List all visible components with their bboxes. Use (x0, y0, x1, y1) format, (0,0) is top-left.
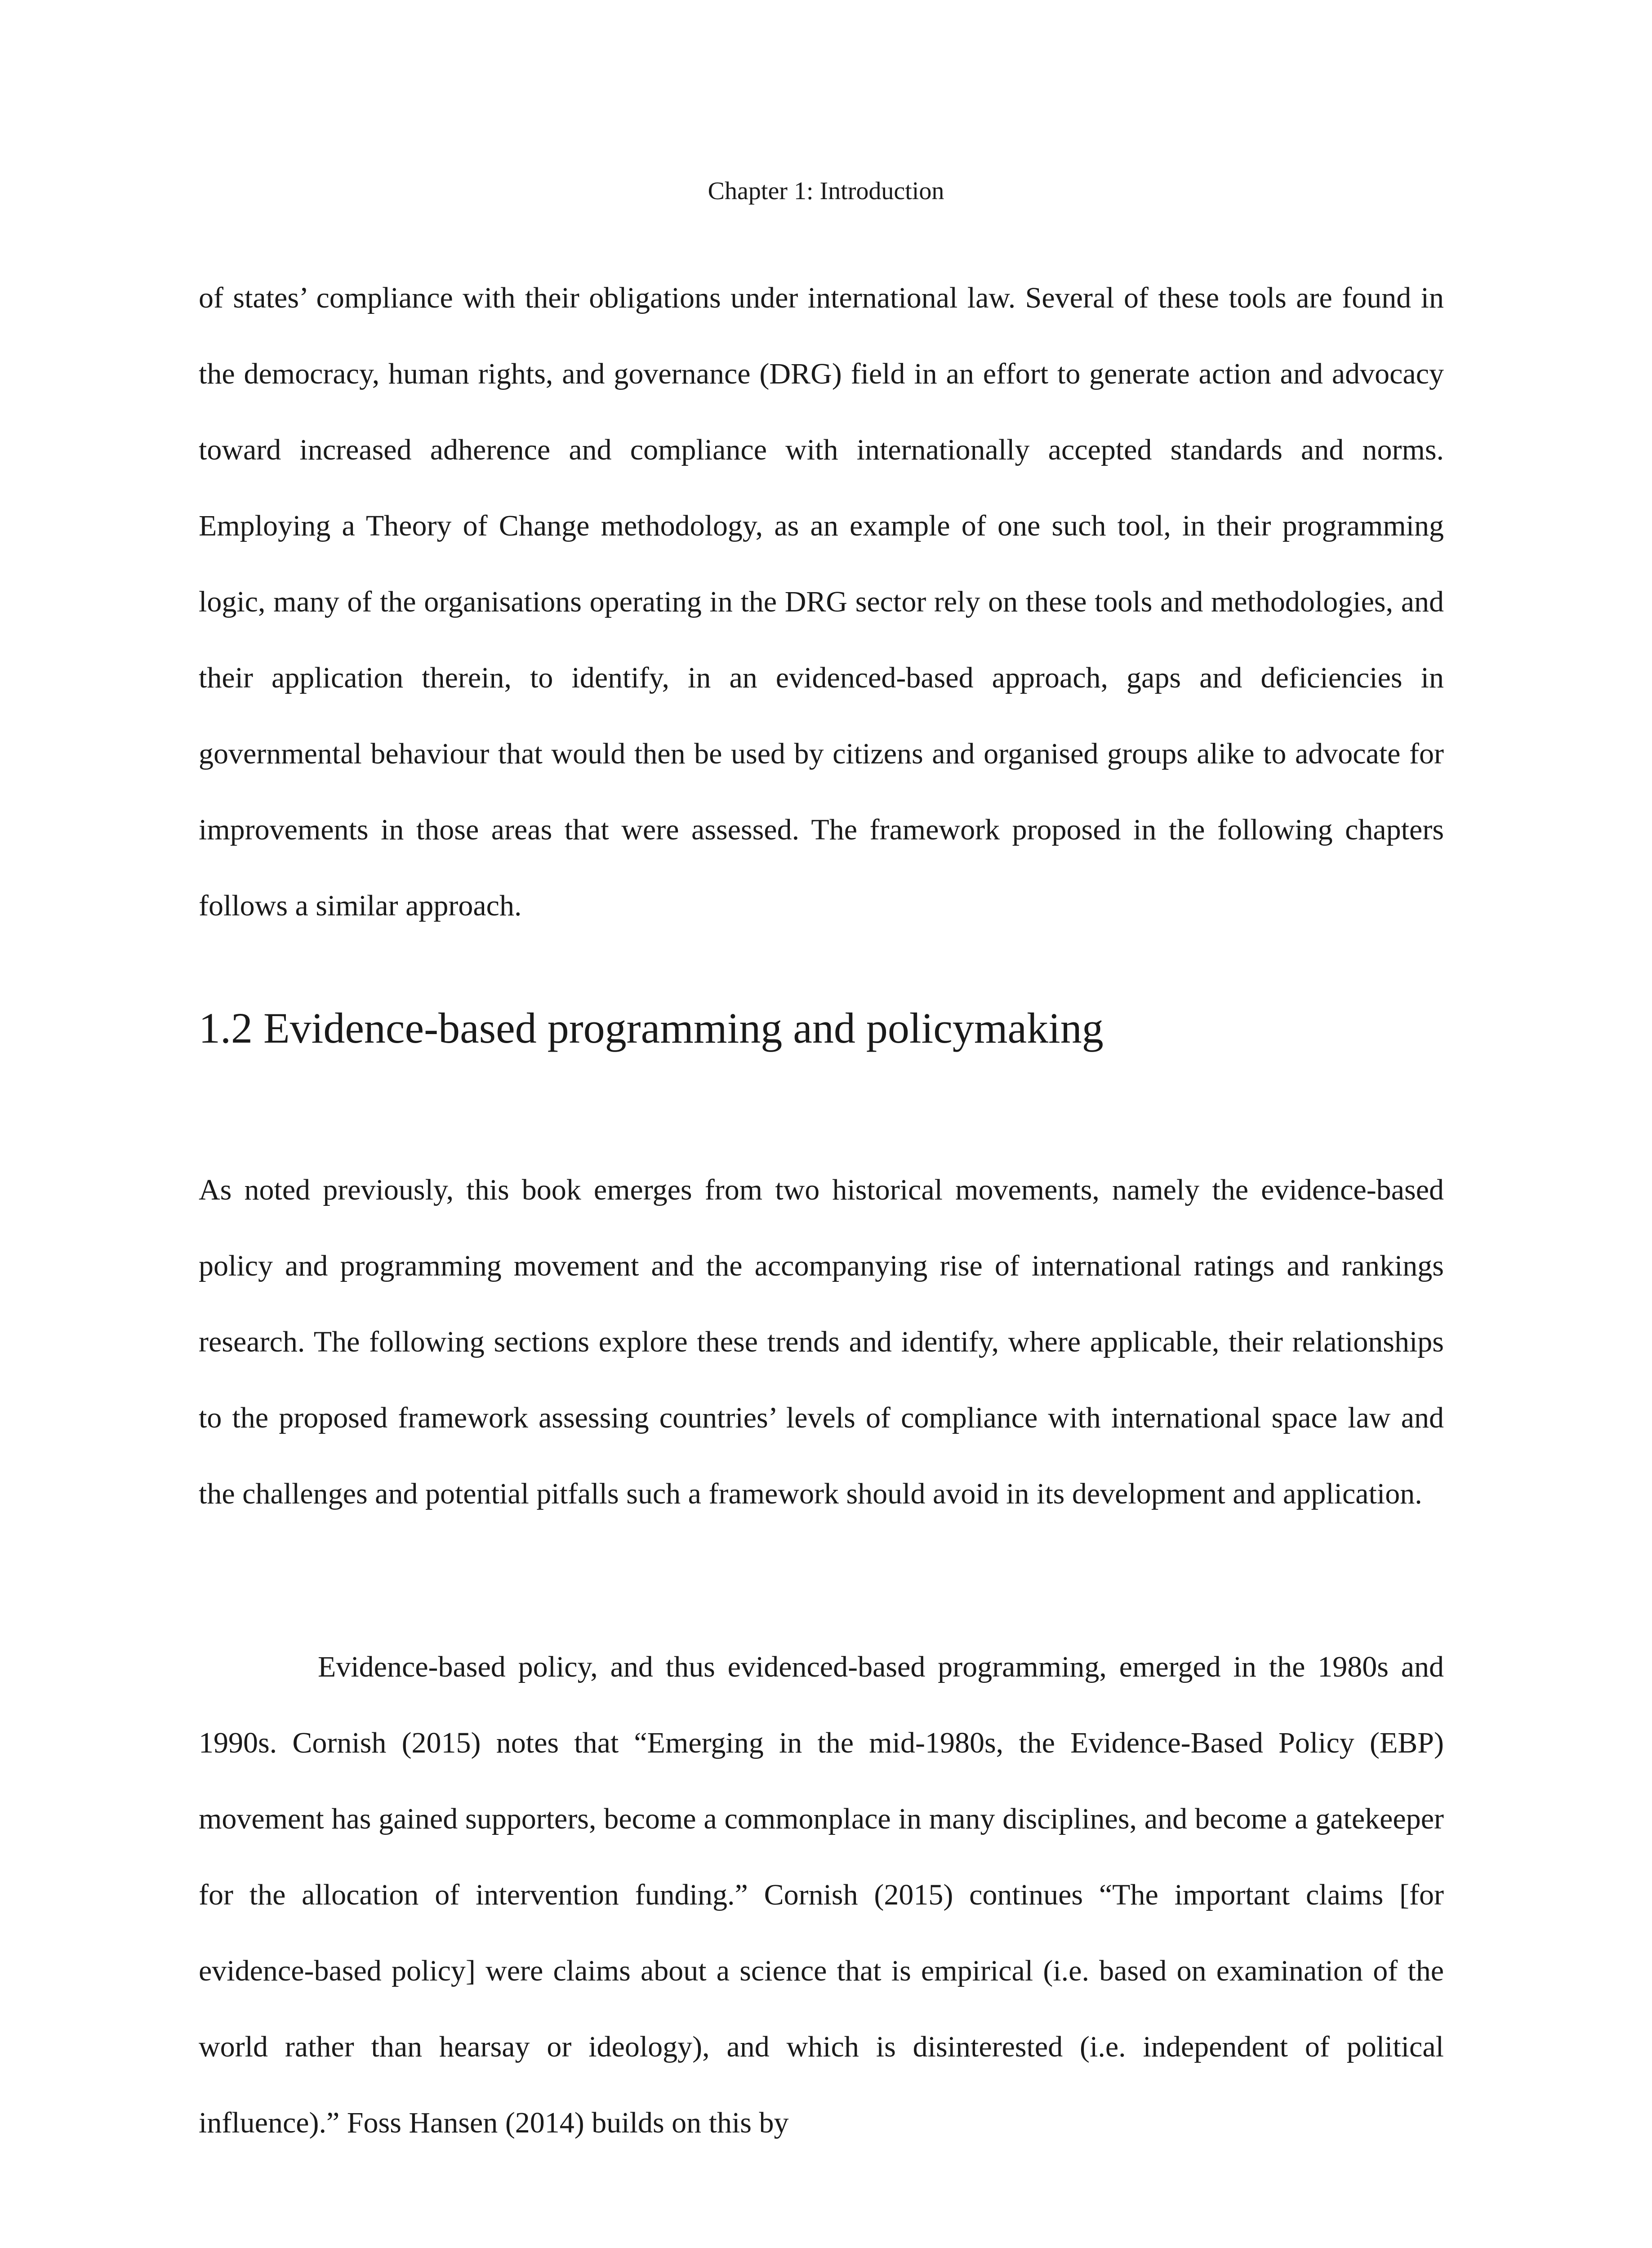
running-header: Chapter 1: Introduction (708, 177, 944, 205)
paragraph-text: As noted previously, this book emerges from two historical movements, namely the evidence-based policy and programming movement and the accompanying rise of international ratings and rankings research. The following sections explore these trends and identify, where applicable, their relationships to the proposed framework assessing countries’ levels of compliance with international space law and the challenges and potential pitfalls such a framework should avoid in its development and application. (199, 1173, 1444, 1510)
body-paragraph (199, 1152, 1444, 1532)
paragraph-text: Evidence-based policy, and thus evidenced-based programming, emerged in the 1980s and 1990s. Cornish (2015) notes that “Emerging in the mid-1980s, the Evidence-Based Policy (EBP) movement has gained supporters, become a commonplace in many disciplines, and become a gatekeeper for the allocation of intervention funding.” Cornish (2015) continues “The important claims [for evidence-based policy] were claims about a science that is empirical (i.e. based on examination of the world rather than hearsay or ideology), and which is disinterested (i.e. independent of political influence).” Foss Hansen (2014) builds on this by (199, 1650, 1444, 2139)
body-paragraph (199, 260, 1444, 944)
body-paragraph (199, 1629, 1444, 2161)
paragraph-text: of states’ compliance with their obligations under international law. Several of these tools are found in the democracy, human rights, and governance (DRG) field in an effort to generate action and advocacy toward increased adherence and compliance with internationally accepted standards and norms. Employing a Theory of Change methodology, as an example of one such tool, in their programming logic, many of the organisations operating in the DRG sector rely on these tools and methodologies, and their application therein, to identify, in an evidenced-based approach, gaps and deficiencies in governmental behaviour that would then be used by citizens and organised groups alike to advocate for improvements in those areas that were assessed. The framework proposed in the following chapters follows a similar approach. (199, 281, 1444, 922)
section-heading: 1.2 Evidence-based programming and policymaking (199, 1004, 1104, 1052)
